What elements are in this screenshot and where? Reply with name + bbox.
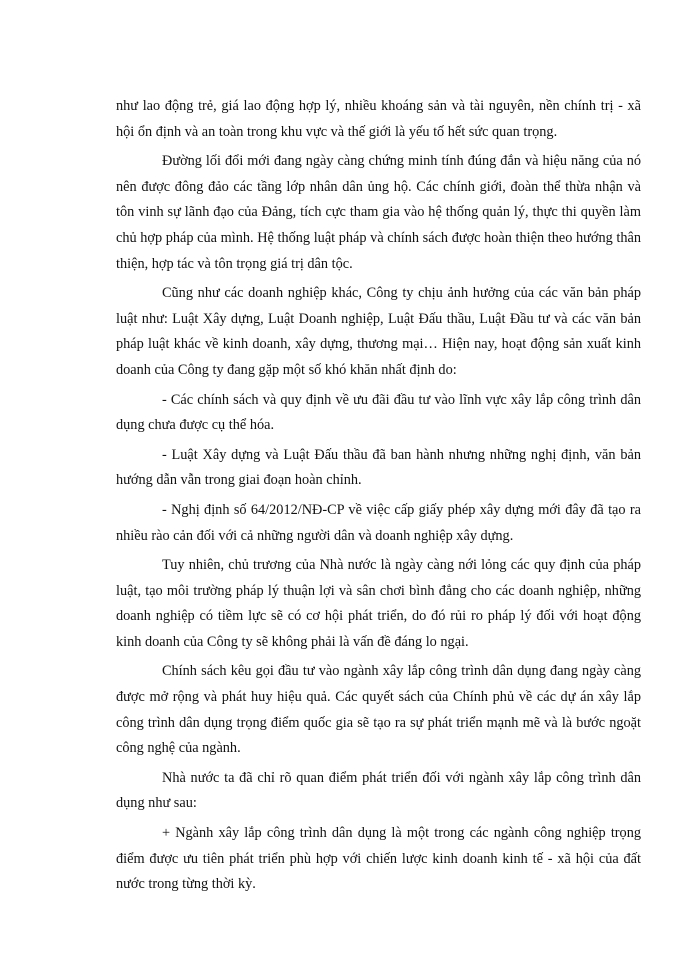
paragraph-state-policy: Tuy nhiên, chủ trương của Nhà nước là ngày càng nới lỏng các quy định của pháp luật, tạo môi trường pháp lý thuận lợi và sân chơi bình đẳng cho các doanh nghiệp, những doanh nghiệp có tiềm lực sẽ có cơ hội phát triển, do đó rủi ro pháp lý đối với hoạt động kinh doanh của Công ty sẽ không phải là vấn đề đáng lo ngại. [116,557,641,650]
paragraph-legal-documents: Cũng như các doanh nghiệp khác, Công ty chịu ảnh hưởng của các văn bản pháp luật như: Luật Xây dựng, Luật Doanh nghiệp, Luật Đấu thầu, Luật Đầu tư và các văn bản pháp luật khác về kinh doanh, xây dựng, thương mại… Hiện nay, hoạt động sản xuất kinh doanh của Công ty đang gặp một số khó khăn nhất định do: [116,285,641,378]
paragraph-renovation-policy: Đường lối đổi mới đang ngày càng chứng minh tính đúng đắn và hiệu năng của nó nên được đông đảo các tầng lớp nhân dân ủng hộ. Các chính giới, đoàn thể thừa nhận và tôn vinh sự lãnh đạo của Đảng, tích cực tham gia vào hệ thống quản lý, thực thi quyền làm chủ hợp pháp của mình. Hệ thống luật pháp và chính sách được hoàn thiện theo hướng thân thiện, hợp tác và tôn trọng giá trị dân tộc. [116,153,641,272]
bullet-decree-64: - Nghị định số 64/2012/NĐ-CP về việc cấp giấy phép xây dựng mới đây đã tạo ra nhiều rào cản đối với cả những người dân và doanh nghiệp xây dựng. [116,501,641,544]
bullet-key-industry: + Ngành xây lắp công trình dân dụng là một trong các ngành công nghiệp trọng điểm được ưu tiên phát triển phù hợp với chiến lược kinh doanh kinh tế - xã hội của đất nước trong từng thời kỳ. [116,825,641,893]
paragraph-investment-policy: Chính sách kêu gọi đầu tư vào ngành xây lắp công trình dân dụng đang ngày càng được mở rộng và phát huy hiệu quả. Các quyết sách của Chính phủ về các dự án xây lắp công trình dân dụng trọng điểm quốc gia sẽ tạo ra sự phát triển mạnh mẽ và là bước ngoặt công nghệ của ngành. [116,663,641,757]
document-page [116,94,641,902]
paragraph-state-viewpoint: Nhà nước ta đã chỉ rõ quan điểm phát triển đối với ngành xây lắp công trình dân dụng như sau: [116,769,641,812]
paragraph-continuation: như lao động trẻ, giá lao động hợp lý, nhiều khoáng sản và tài nguyên, nền chính trị - xã hội ổn định và an toàn trong khu vực và thế giới là yếu tố hết sức quan trọng. [116,98,641,140]
bullet-construction-law: - Luật Xây dựng và Luật Đấu thầu đã ban hành nhưng những nghị định, văn bản hướng dẫn vẫn trong giai đoạn hoàn chỉnh. [116,446,641,489]
bullet-incentive-policies: - Các chính sách và quy định về ưu đãi đầu tư vào lĩnh vực xây lắp công trình dân dụng chưa được cụ thể hóa. [116,391,641,434]
